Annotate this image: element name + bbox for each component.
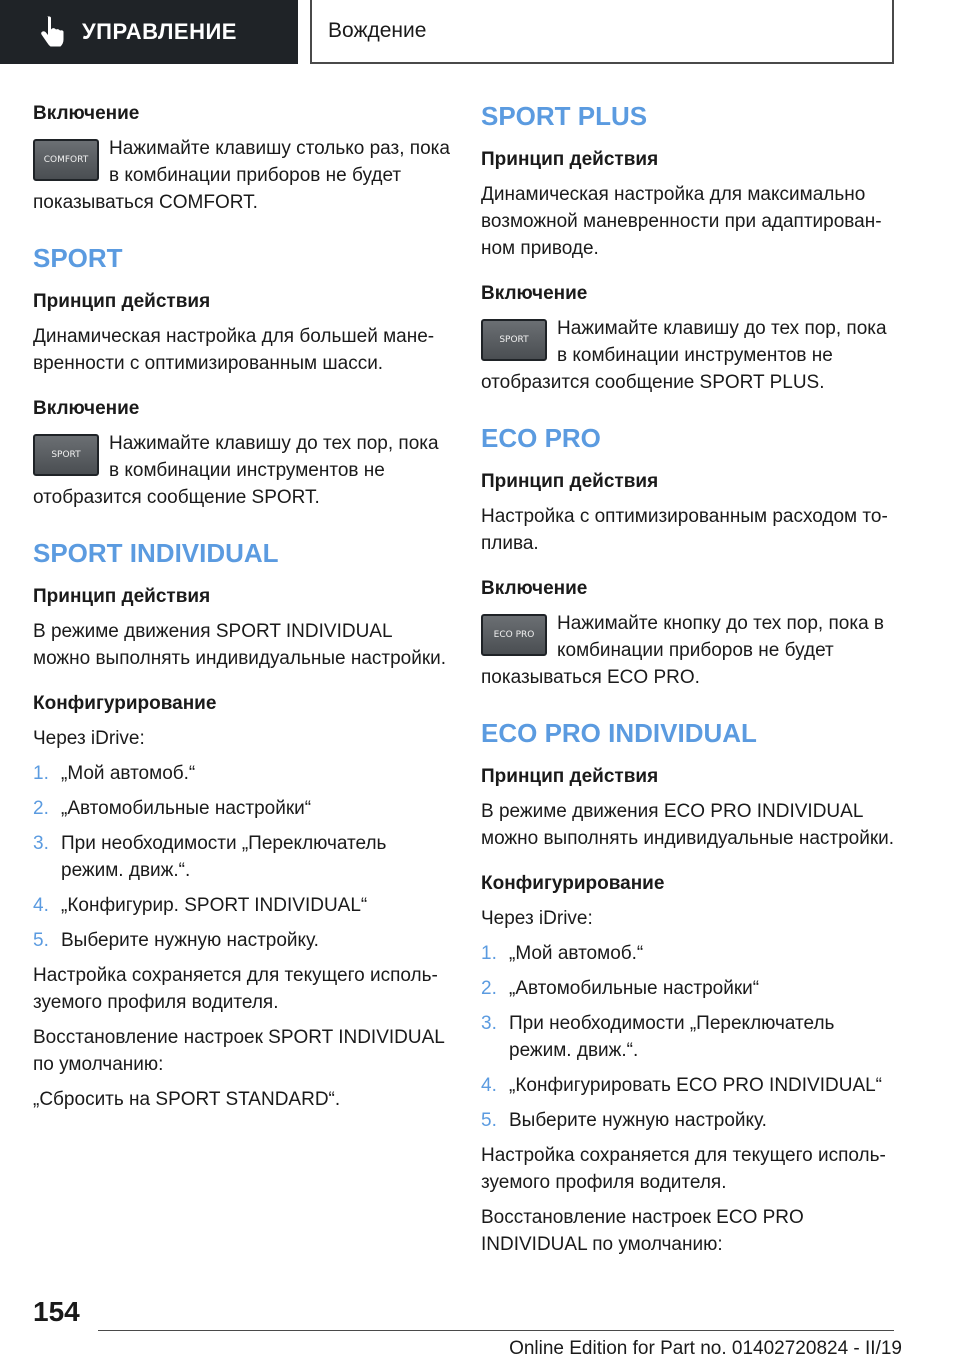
- sport-plus-section: [481, 100, 901, 396]
- step-number: 4.: [481, 1075, 497, 1096]
- comfort-button-image: COMFORT: [33, 139, 99, 181]
- comfort-section: [33, 100, 453, 216]
- eco-pro-on-text-block: [481, 610, 901, 691]
- sport-button-image: SPORT: [33, 434, 99, 476]
- list-item: [481, 975, 901, 1002]
- sport-individual-reset: Восстановление настроек SPORT INDIVIDUAL по умолчанию:: [33, 1027, 445, 1075]
- sport-individual-reset-value: „Сбросить на SPORT STANDARD“.: [33, 1089, 341, 1110]
- eco-pro-individual-via: Через iDrive:: [481, 908, 593, 929]
- comfort-on-heading: Включение: [33, 103, 140, 124]
- step-number: 1.: [33, 763, 49, 784]
- sport-principle-text: Динамическая настройка для большей маневренности с оптимизированным шасси.: [33, 326, 435, 374]
- chapter-tab-label: УПРАВЛЕНИЕ: [82, 19, 237, 44]
- list-item: [33, 760, 453, 787]
- eco-pro-individual-section: [481, 717, 901, 1258]
- eco-pro-individual-principle-heading: Принцип действия: [481, 766, 659, 787]
- eco-pro-individual-config-heading: Конфигурирование: [481, 873, 665, 894]
- eco-pro-button-image: ECO PRO: [481, 614, 547, 656]
- hand-pointer-icon: [38, 15, 66, 49]
- eco-pro-principle-heading: Принцип действия: [481, 471, 659, 492]
- sport-plus-on-heading: Включение: [481, 283, 588, 304]
- list-item: [33, 830, 453, 884]
- step-text: „Автомобильные настройки“: [509, 978, 760, 999]
- step-text: „Мой автомоб.“: [509, 943, 644, 964]
- eco-pro-principle-text: Настройка с оптимизированным расходом топлива.: [481, 506, 888, 554]
- step-text: Выберите нужную настройку.: [61, 930, 319, 951]
- step-number: 3.: [481, 1013, 497, 1034]
- sport-on-text: Нажимайте клавишу до тех пор, пока в комбинации инструментов не отобразится сообщение SPORT.: [33, 433, 439, 508]
- sport-individual-via: Через iDrive:: [33, 728, 145, 749]
- sport-individual-saved: Настройка сохраняется для текущего используемого профиля водителя.: [33, 965, 438, 1013]
- eco-pro-on-text: Нажимайте кнопку до тех пор, пока в комбинации приборов не будет показываться ECO PRO.: [481, 613, 885, 688]
- eco-pro-individual-reset: Восстановление настроек ECO PRO INDIVIDUAL по умолчанию:: [481, 1207, 804, 1255]
- eco-pro-individual-saved: Настройка сохраняется для текущего используемого профиля водителя.: [481, 1145, 886, 1193]
- comfort-on-text-block: [33, 135, 453, 216]
- section-title: Вождение: [310, 0, 894, 64]
- eco-pro-section: [481, 422, 901, 691]
- sport-individual-config-heading: Конфигурирование: [33, 693, 217, 714]
- sport-plus-title: SPORT PLUS: [481, 101, 648, 131]
- list-item: [481, 1072, 901, 1099]
- step-text: Выберите нужную настройку.: [509, 1110, 767, 1131]
- sport-plus-principle-heading: Принцип действия: [481, 149, 659, 170]
- sport-individual-steps: [33, 760, 453, 954]
- list-item: [33, 795, 453, 822]
- step-number: 2.: [481, 978, 497, 999]
- step-number: 4.: [33, 895, 49, 916]
- step-text: „Мой автомоб.“: [61, 763, 196, 784]
- step-text: При необходимости „Переключатель режим. движ.“.: [61, 833, 387, 881]
- eco-pro-on-heading: Включение: [481, 578, 588, 599]
- list-item: [481, 940, 901, 967]
- sport-plus-on-text: Нажимайте клавишу до тех пор, пока в комбинации инструментов не отобразится сообщение SPORT PLUS.: [481, 318, 887, 393]
- step-number: 2.: [33, 798, 49, 819]
- chapter-tab[interactable]: [0, 0, 298, 64]
- list-item: [33, 892, 453, 919]
- step-number: 1.: [481, 943, 497, 964]
- step-text: „Конфигурир. SPORT INDIVIDUAL“: [61, 895, 368, 916]
- step-text: При необходимости „Переключатель режим. движ.“.: [509, 1013, 835, 1061]
- step-number: 5.: [481, 1110, 497, 1131]
- sport-on-text-block: [33, 430, 453, 511]
- list-item: [481, 1107, 901, 1134]
- edition-note: Online Edition for Part no. 01402720824 - II/19: [509, 1338, 902, 1359]
- list-item: [481, 1010, 901, 1064]
- step-number: 5.: [33, 930, 49, 951]
- sport-plus-principle-text: Динамическая настройка для максимально возможной маневренности при адаптированном приводе.: [481, 184, 882, 259]
- sport-individual-title: SPORT INDIVIDUAL: [33, 538, 279, 568]
- sport-plus-on-text-block: [481, 315, 901, 396]
- sport-plus-button-image: SPORT: [481, 319, 547, 361]
- eco-pro-title: ECO PRO: [481, 423, 601, 453]
- sport-individual-section: [33, 537, 453, 1113]
- sport-individual-principle-heading: Принцип действия: [33, 586, 211, 607]
- step-number: 3.: [33, 833, 49, 854]
- eco-pro-individual-title: ECO PRO INDIVIDUAL: [481, 718, 757, 748]
- eco-pro-individual-principle-text: В режиме движения ECO PRO INDIVIDUAL можно выполнять индивидуальные настройки.: [481, 801, 895, 849]
- footer-divider: [98, 1330, 894, 1331]
- left-column: [33, 100, 453, 1139]
- sport-title: SPORT: [33, 243, 123, 273]
- sport-section: [33, 242, 453, 511]
- sport-principle-heading: Принцип действия: [33, 291, 211, 312]
- step-text: „Автомобильные настройки“: [61, 798, 312, 819]
- sport-individual-principle-text: В режиме движения SPORT INDIVIDUAL можно выполнять индивидуальные настройки.: [33, 621, 447, 669]
- eco-pro-individual-steps: [481, 940, 901, 1134]
- page-number: 154: [33, 1296, 80, 1327]
- right-column: [481, 100, 901, 1284]
- list-item: [33, 927, 453, 954]
- sport-on-heading: Включение: [33, 398, 140, 419]
- step-text: „Конфигурировать ECO PRO INDIVIDUAL“: [509, 1075, 883, 1096]
- comfort-on-text: Нажимайте клавишу столько раз, пока в комбинации приборов не будет показываться COMFORT.: [33, 138, 450, 213]
